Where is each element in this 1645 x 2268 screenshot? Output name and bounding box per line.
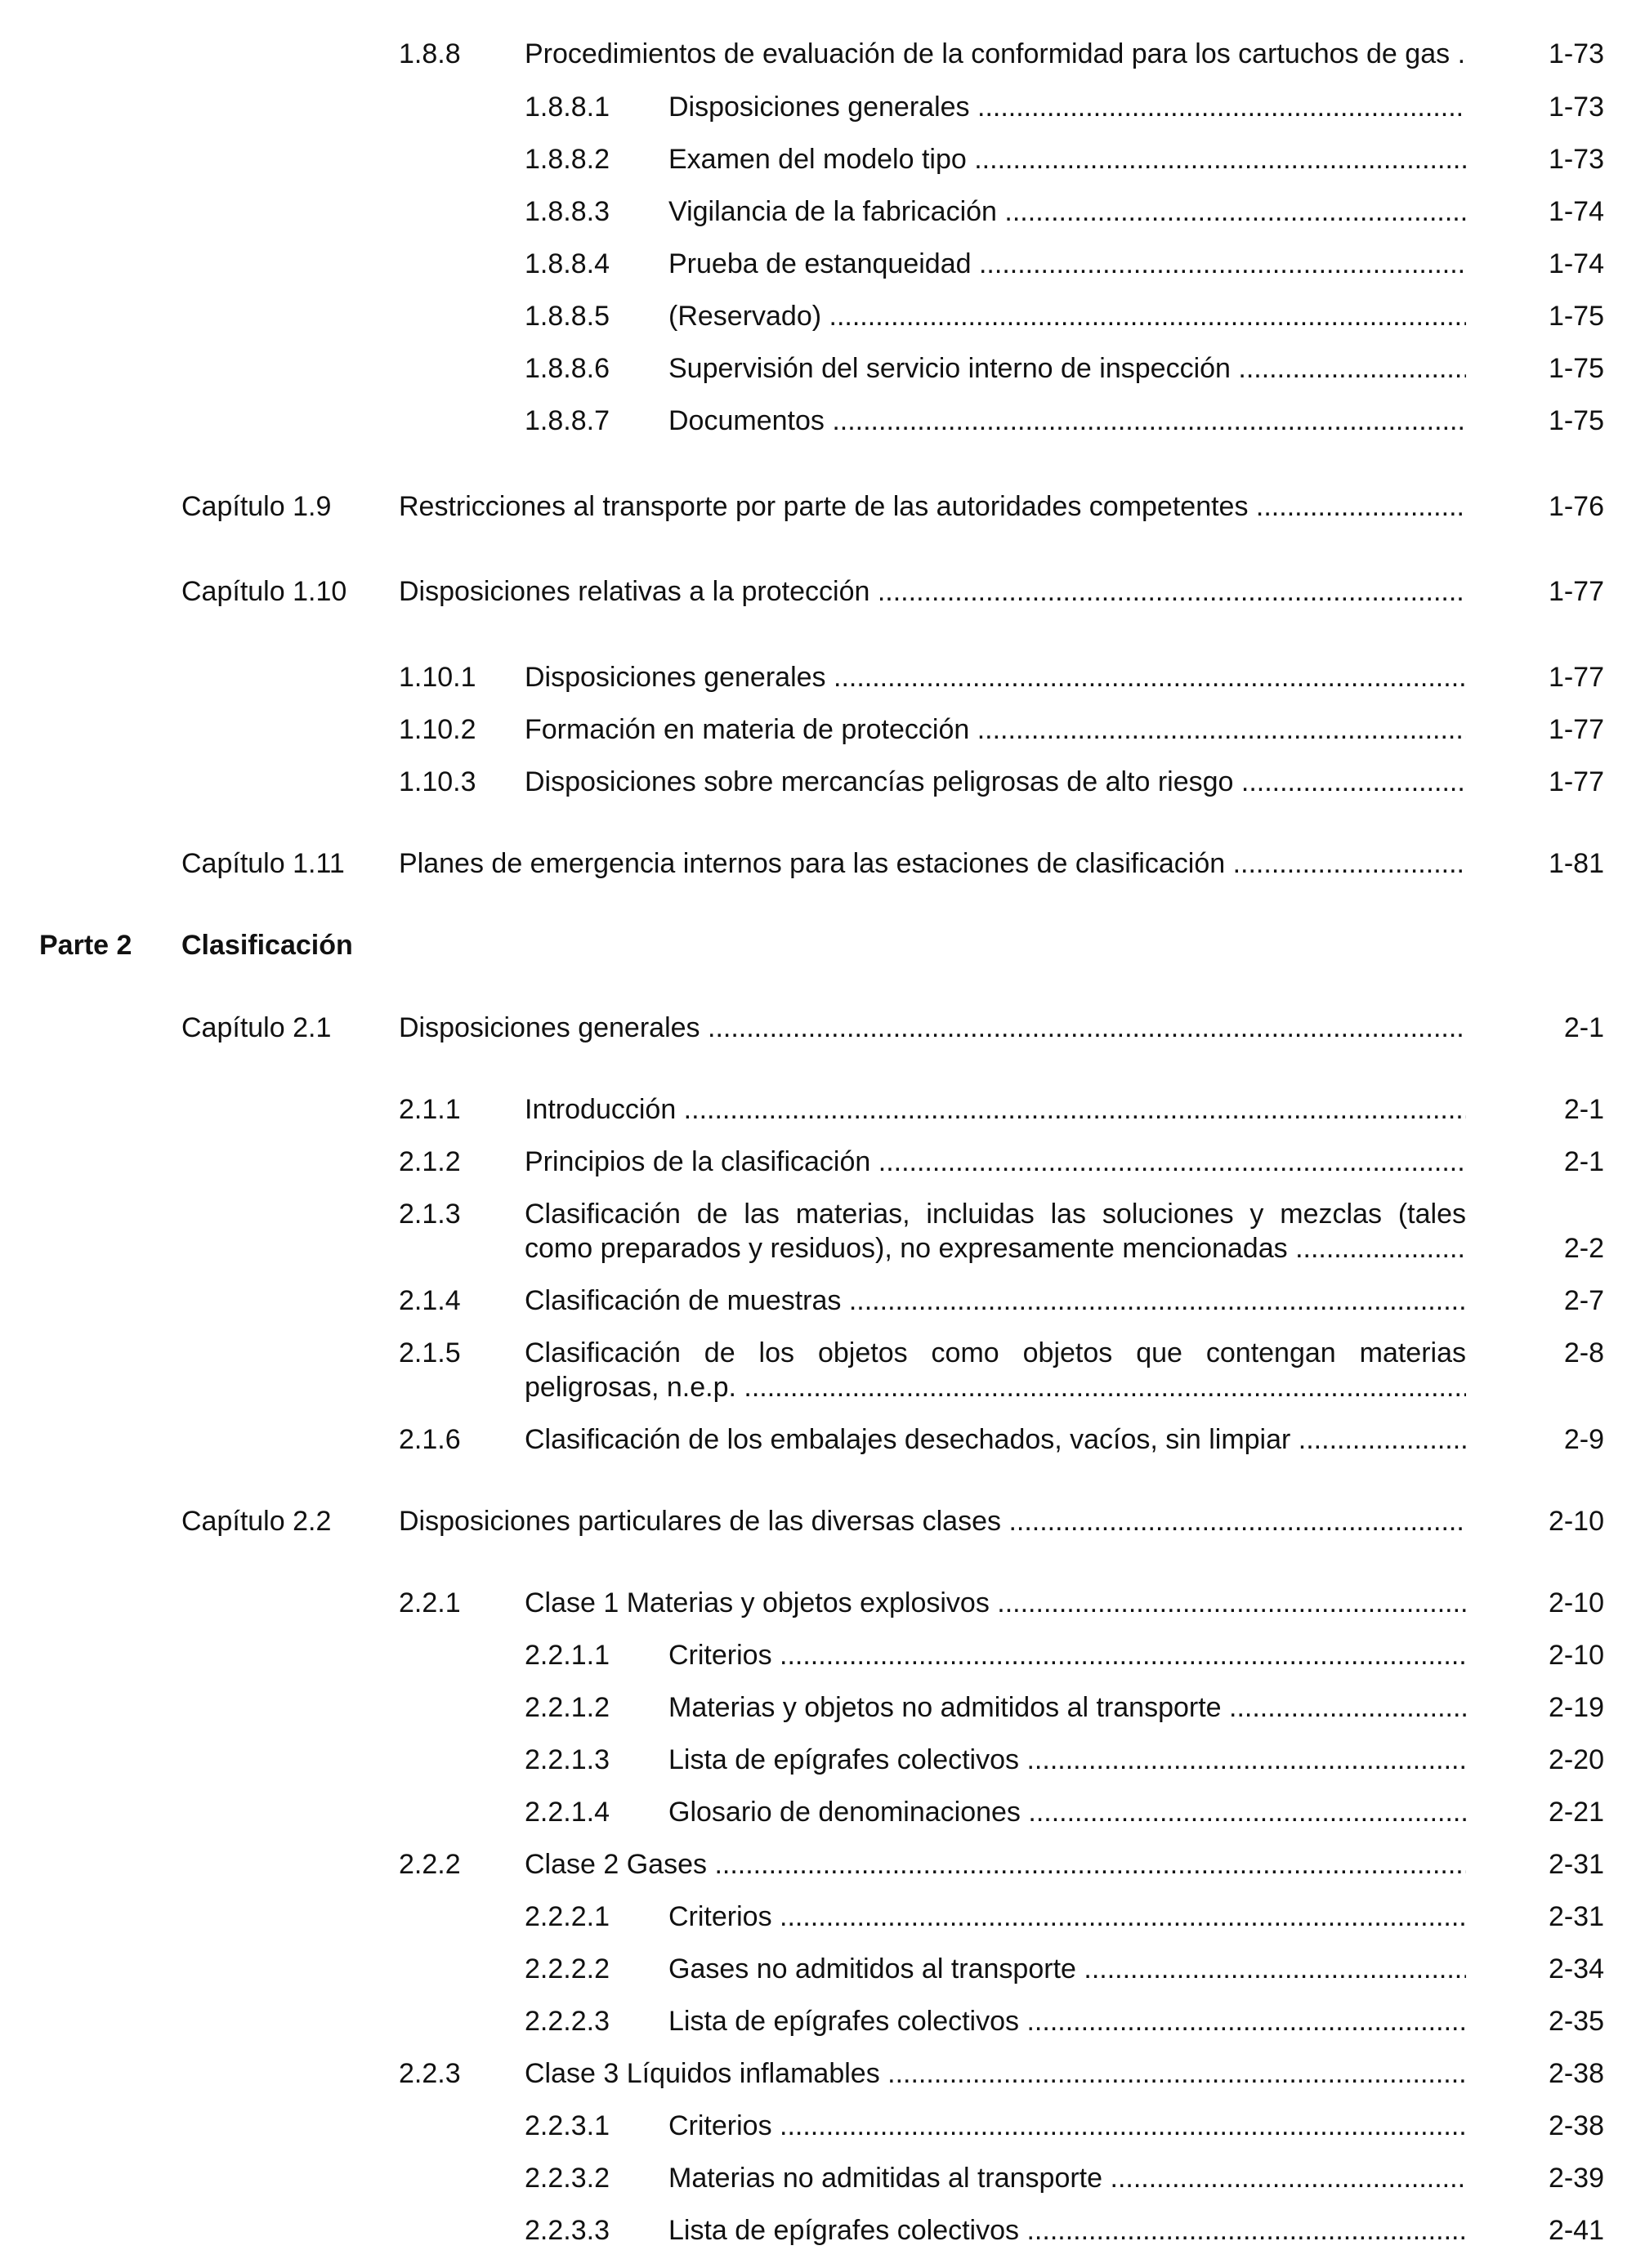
chapter-number: Capítulo 1.10 xyxy=(181,576,347,607)
section-number: 1.8.8.2 xyxy=(525,144,610,175)
page-number: 1-73 xyxy=(1548,92,1604,123)
page-number: 2-21 xyxy=(1548,1797,1604,1828)
section-number: 1.8.8 xyxy=(399,38,461,69)
page-number: 2-20 xyxy=(1548,1744,1604,1775)
section-number: 2.1.1 xyxy=(399,1094,461,1125)
section-number: 1.8.8.7 xyxy=(525,405,610,436)
page-number: 2-38 xyxy=(1548,2058,1604,2089)
section-title: Materias y objetos no admitidos al transporte ..... xyxy=(668,1690,1466,1725)
section-number: 2.1.2 xyxy=(399,1146,461,1177)
section-number: 2.2.3.2 xyxy=(525,2163,610,2194)
chapter-title: Disposiciones relativas a la protección ..... xyxy=(399,574,1466,609)
section-number: 1.10.3 xyxy=(399,766,476,797)
section-title: Prueba de estanqueidad ..... xyxy=(668,247,1466,281)
section-number: 1.10.1 xyxy=(399,662,476,693)
toc-entry[interactable] xyxy=(0,247,1645,281)
page-number: 2-7 xyxy=(1563,1285,1604,1316)
section-title xyxy=(525,1197,1466,1266)
toc-entry[interactable] xyxy=(0,1197,1645,1266)
page-number: 2-10 xyxy=(1548,1587,1604,1618)
chapter-number: Capítulo 2.1 xyxy=(181,1012,332,1043)
section-title: Materias no admitidas al transporte ..... xyxy=(668,2161,1466,2195)
section-title: Lista de epígrafes colectivos ..... xyxy=(668,1743,1466,1777)
section-title: Disposiciones generales ..... xyxy=(668,90,1466,124)
page-number: 2-38 xyxy=(1548,2110,1604,2141)
page-number: 1-73 xyxy=(1548,144,1604,175)
chapter-number: Capítulo 2.2 xyxy=(181,1506,332,1537)
toc-entry[interactable] xyxy=(0,194,1645,229)
toc-chapter[interactable] xyxy=(0,489,1645,524)
page-number: 2-31 xyxy=(1548,1901,1604,1932)
section-title-line: como preparados y residuos), no expresamente mencionadas ..... xyxy=(525,1231,1466,1266)
toc-entry[interactable] xyxy=(0,660,1645,694)
toc-entry[interactable] xyxy=(0,37,1645,71)
section-title: Clase 3 Líquidos inflamables ..... xyxy=(525,2056,1466,2091)
toc-entry[interactable] xyxy=(0,1638,1645,1672)
page-number: 2-41 xyxy=(1548,2215,1604,2246)
page-number: 1-77 xyxy=(1548,714,1604,745)
section-number: 2.2.1 xyxy=(399,1587,461,1618)
toc-entry[interactable] xyxy=(0,1847,1645,1882)
section-title: Disposiciones generales ..... xyxy=(525,660,1466,694)
page-number: 1-75 xyxy=(1548,405,1604,436)
toc-entry[interactable] xyxy=(0,404,1645,438)
section-number: 1.10.2 xyxy=(399,714,476,745)
toc-entry[interactable] xyxy=(0,2004,1645,2038)
page-number: 1-81 xyxy=(1548,848,1604,879)
toc-entry[interactable] xyxy=(0,142,1645,176)
section-title: Criterios ..... xyxy=(668,1638,1466,1672)
section-number: 1.8.8.3 xyxy=(525,196,610,227)
section-number: 2.1.3 xyxy=(399,1199,461,1230)
section-title-line: Clasificación de los objetos como objetos que contengan materias xyxy=(525,1337,1466,1368)
toc-entry[interactable] xyxy=(0,1092,1645,1127)
section-number: 1.8.8.5 xyxy=(525,301,610,332)
section-number: 2.2.2.3 xyxy=(525,2006,610,2037)
section-number: 2.2.2 xyxy=(399,1849,461,1880)
section-title: Introducción ..... xyxy=(525,1092,1466,1127)
toc-chapter[interactable] xyxy=(0,1011,1645,1045)
part-number: Parte 2 xyxy=(39,930,132,961)
section-number: 2.2.3.1 xyxy=(525,2110,610,2141)
section-title: Principios de la clasificación ..... xyxy=(525,1145,1466,1179)
part-title: Clasificación xyxy=(181,930,353,961)
section-title: Criterios ..... xyxy=(668,1900,1466,1934)
toc-part[interactable] xyxy=(0,928,1645,962)
section-number: 1.8.8.1 xyxy=(525,92,610,123)
page-number: 2-2 xyxy=(1563,1233,1604,1264)
page-number: 1-74 xyxy=(1548,196,1604,227)
section-title: Clasificación de muestras ..... xyxy=(525,1284,1466,1318)
toc-entry[interactable] xyxy=(0,2161,1645,2195)
section-number: 2.2.3 xyxy=(399,2058,461,2089)
page-number: 1-74 xyxy=(1548,248,1604,279)
page-number: 2-10 xyxy=(1548,1506,1604,1537)
page-number: 2-8 xyxy=(1563,1337,1604,1368)
section-title: Examen del modelo tipo ..... xyxy=(668,142,1466,176)
page-number: 2-19 xyxy=(1548,1692,1604,1723)
toc-entry[interactable] xyxy=(0,299,1645,333)
toc-entry[interactable] xyxy=(0,765,1645,799)
page-number: 2-1 xyxy=(1563,1146,1604,1177)
page-number: 2-1 xyxy=(1563,1012,1604,1043)
toc-entry[interactable] xyxy=(0,2056,1645,2091)
section-title: Clase 2 Gases ..... xyxy=(525,1847,1466,1882)
chapter-number: Capítulo 1.11 xyxy=(181,848,345,879)
section-title: (Reservado) ..... xyxy=(668,299,1466,333)
section-title: Lista de epígrafes colectivos ..... xyxy=(668,2004,1466,2038)
section-title-line: peligrosas, n.e.p. ..... xyxy=(525,1370,1466,1404)
section-number: 1.8.8.4 xyxy=(525,248,610,279)
section-title xyxy=(525,1336,1466,1404)
section-title: Procedimientos de evaluación de la conformidad para los cartuchos de gas ..... xyxy=(525,37,1466,71)
section-number: 1.8.8.6 xyxy=(525,353,610,384)
page-number: 2-39 xyxy=(1548,2163,1604,2194)
section-number: 2.2.1.4 xyxy=(525,1797,610,1828)
section-title: Documentos ..... xyxy=(668,404,1466,438)
page-number: 2-35 xyxy=(1548,2006,1604,2037)
chapter-title: Planes de emergencia internos para las estaciones de clasificación ..... xyxy=(399,846,1466,881)
toc-entry[interactable] xyxy=(0,2213,1645,2248)
section-title: Lista de epígrafes colectivos ..... xyxy=(668,2213,1466,2248)
toc-entry[interactable] xyxy=(0,1586,1645,1620)
section-number: 2.1.4 xyxy=(399,1285,461,1316)
section-title: Glosario de denominaciones ..... xyxy=(668,1795,1466,1829)
chapter-title: Disposiciones generales ..... xyxy=(399,1011,1466,1045)
page-number: 2-10 xyxy=(1548,1640,1604,1671)
page-number: 2-34 xyxy=(1548,1953,1604,1984)
toc-entry[interactable] xyxy=(0,712,1645,747)
chapter-title: Disposiciones particulares de las diversas clases ..... xyxy=(399,1504,1466,1538)
page-number: 1-75 xyxy=(1548,353,1604,384)
toc-entry[interactable] xyxy=(0,1284,1645,1318)
section-title: Criterios ..... xyxy=(668,2109,1466,2143)
page-number: 2-31 xyxy=(1548,1849,1604,1880)
section-title: Clasificación de los embalajes desechados, vacíos, sin limpiar ..... xyxy=(525,1422,1466,1457)
section-number: 2.2.1.2 xyxy=(525,1692,610,1723)
toc-entry[interactable] xyxy=(0,1900,1645,1934)
toc-entry[interactable] xyxy=(0,90,1645,124)
section-title-line: Clasificación de las materias, incluidas las soluciones y mezclas (tales xyxy=(525,1199,1466,1230)
section-number: 2.2.1.1 xyxy=(525,1640,610,1671)
toc-chapter[interactable] xyxy=(0,1504,1645,1538)
toc-entry[interactable] xyxy=(0,1795,1645,1829)
section-title: Gases no admitidos al transporte ..... xyxy=(668,1952,1466,1986)
toc-entry[interactable] xyxy=(0,1690,1645,1725)
section-number: 2.2.2.2 xyxy=(525,1953,610,1984)
chapter-number: Capítulo 1.9 xyxy=(181,491,332,522)
section-title: Formación en materia de protección ..... xyxy=(525,712,1466,747)
page-number: 1-77 xyxy=(1548,766,1604,797)
toc-entry[interactable] xyxy=(0,1145,1645,1179)
page-number: 2-1 xyxy=(1563,1094,1604,1125)
toc-entry[interactable] xyxy=(0,1952,1645,1986)
section-number: 2.1.5 xyxy=(399,1337,461,1368)
chapter-title: Restricciones al transporte por parte de las autoridades competentes ..... xyxy=(399,489,1466,524)
toc-entry[interactable] xyxy=(0,351,1645,386)
page-number: 1-77 xyxy=(1548,576,1604,607)
section-number: 2.2.2.1 xyxy=(525,1901,610,1932)
toc-entry[interactable] xyxy=(0,1743,1645,1777)
toc-entry[interactable] xyxy=(0,1336,1645,1404)
section-number: 2.2.3.3 xyxy=(525,2215,610,2246)
page-number: 1-73 xyxy=(1548,38,1604,69)
page-number: 1-75 xyxy=(1548,301,1604,332)
section-title: Clase 1 Materias y objetos explosivos ..... xyxy=(525,1586,1466,1620)
section-title: Vigilancia de la fabricación ..... xyxy=(668,194,1466,229)
section-title: Supervisión del servicio interno de inspección ..... xyxy=(668,351,1466,386)
page-number: 1-76 xyxy=(1548,491,1604,522)
toc-entry[interactable] xyxy=(0,1422,1645,1457)
section-title: Disposiciones sobre mercancías peligrosas de alto riesgo ..... xyxy=(525,765,1466,799)
page-number: 1-77 xyxy=(1548,662,1604,693)
section-number: 2.1.6 xyxy=(399,1424,461,1455)
toc-entry[interactable] xyxy=(0,2109,1645,2143)
section-number: 2.2.1.3 xyxy=(525,1744,610,1775)
toc-chapter[interactable] xyxy=(0,846,1645,881)
toc-chapter[interactable] xyxy=(0,574,1645,609)
page-number: 2-9 xyxy=(1563,1424,1604,1455)
